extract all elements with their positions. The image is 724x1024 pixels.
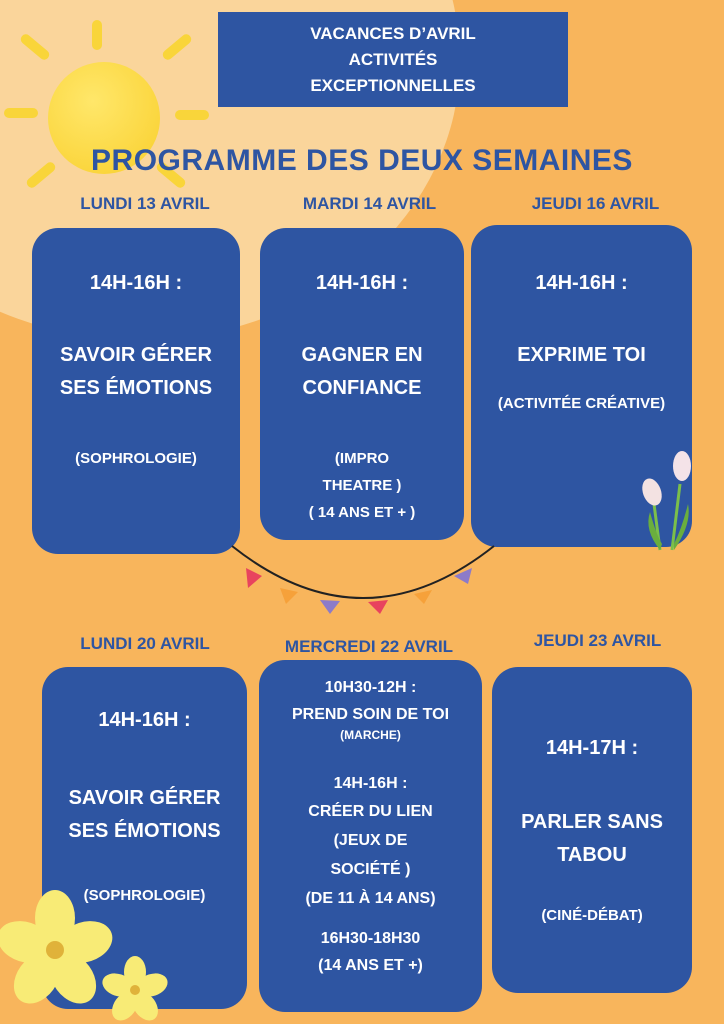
card-time-1: 10H30-12H : [324,679,417,696]
card-activity-1: PREND SOIN DE TOI [291,706,450,723]
activity-card-5 [259,660,482,1012]
card-time-2: 14H-16H : [333,775,408,792]
day-label-6: JEUDI 23 AVRIL [533,631,662,650]
day-label-3: JEUDI 16 AVRIL [531,194,660,213]
day-label-2: MARDI 14 AVRIL [302,194,437,213]
card-activity-2: CRÉER DU LIEN (JEUX DE SOCIÉTÉ ) (DE 11 À 14 ANS) [305,803,436,907]
card-activity: SAVOIR GÉRER SES ÉMOTIONS [68,787,221,842]
card-detail-1: (MARCHE) [340,728,401,742]
card-detail: (IMPRO THEATRE ) ( 14 ANS ET + ) [308,450,416,521]
card-activity: EXPRIME TOI [517,344,646,366]
header-banner [218,12,568,107]
card-detail: (ACTIVITÉE CRÉATIVE) [497,395,666,412]
card-time: 14H-16H : [89,272,183,294]
card-detail-3: (14 ANS ET +) [318,957,423,974]
card-detail: (SOPHROLOGIE) [75,450,197,467]
card-activity: SAVOIR GÉRER SES ÉMOTIONS [59,344,213,399]
activity-card-2 [260,228,464,540]
card-activity: GAGNER EN CONFIANCE [301,344,423,399]
card-time: 14H-16H : [535,272,628,294]
header-line-2: ACTIVITÉS [348,49,438,69]
page-title: PROGRAMME DES DEUX SEMAINES [91,144,633,177]
bunting-decoration [228,540,498,620]
card-time: 14H-16H : [315,272,409,294]
header-line-3: EXCEPTIONNELLES [310,75,476,95]
day-label-4: LUNDI 20 AVRIL [80,634,210,653]
flower-icon [0,890,180,1024]
card-time: 14H-17H : [545,737,639,759]
activity-card-1 [32,228,240,554]
card-activity: PARLER SANS TABOU [521,811,663,866]
day-label-1: LUNDI 13 AVRIL [80,194,210,213]
header-line-1: VACANCES D’AVRIL [310,23,476,43]
activity-card-6 [492,667,692,993]
card-time: 14H-16H : [98,709,191,731]
card-time-3: 16H30-18H30 [320,930,421,947]
card-detail: (CINÉ-DÉBAT) [541,907,643,924]
card-detail: (SOPHROLOGIE) [83,887,206,904]
tulip-icon [630,444,700,554]
day-label-5: MERCREDI 22 AVRIL [284,637,454,656]
